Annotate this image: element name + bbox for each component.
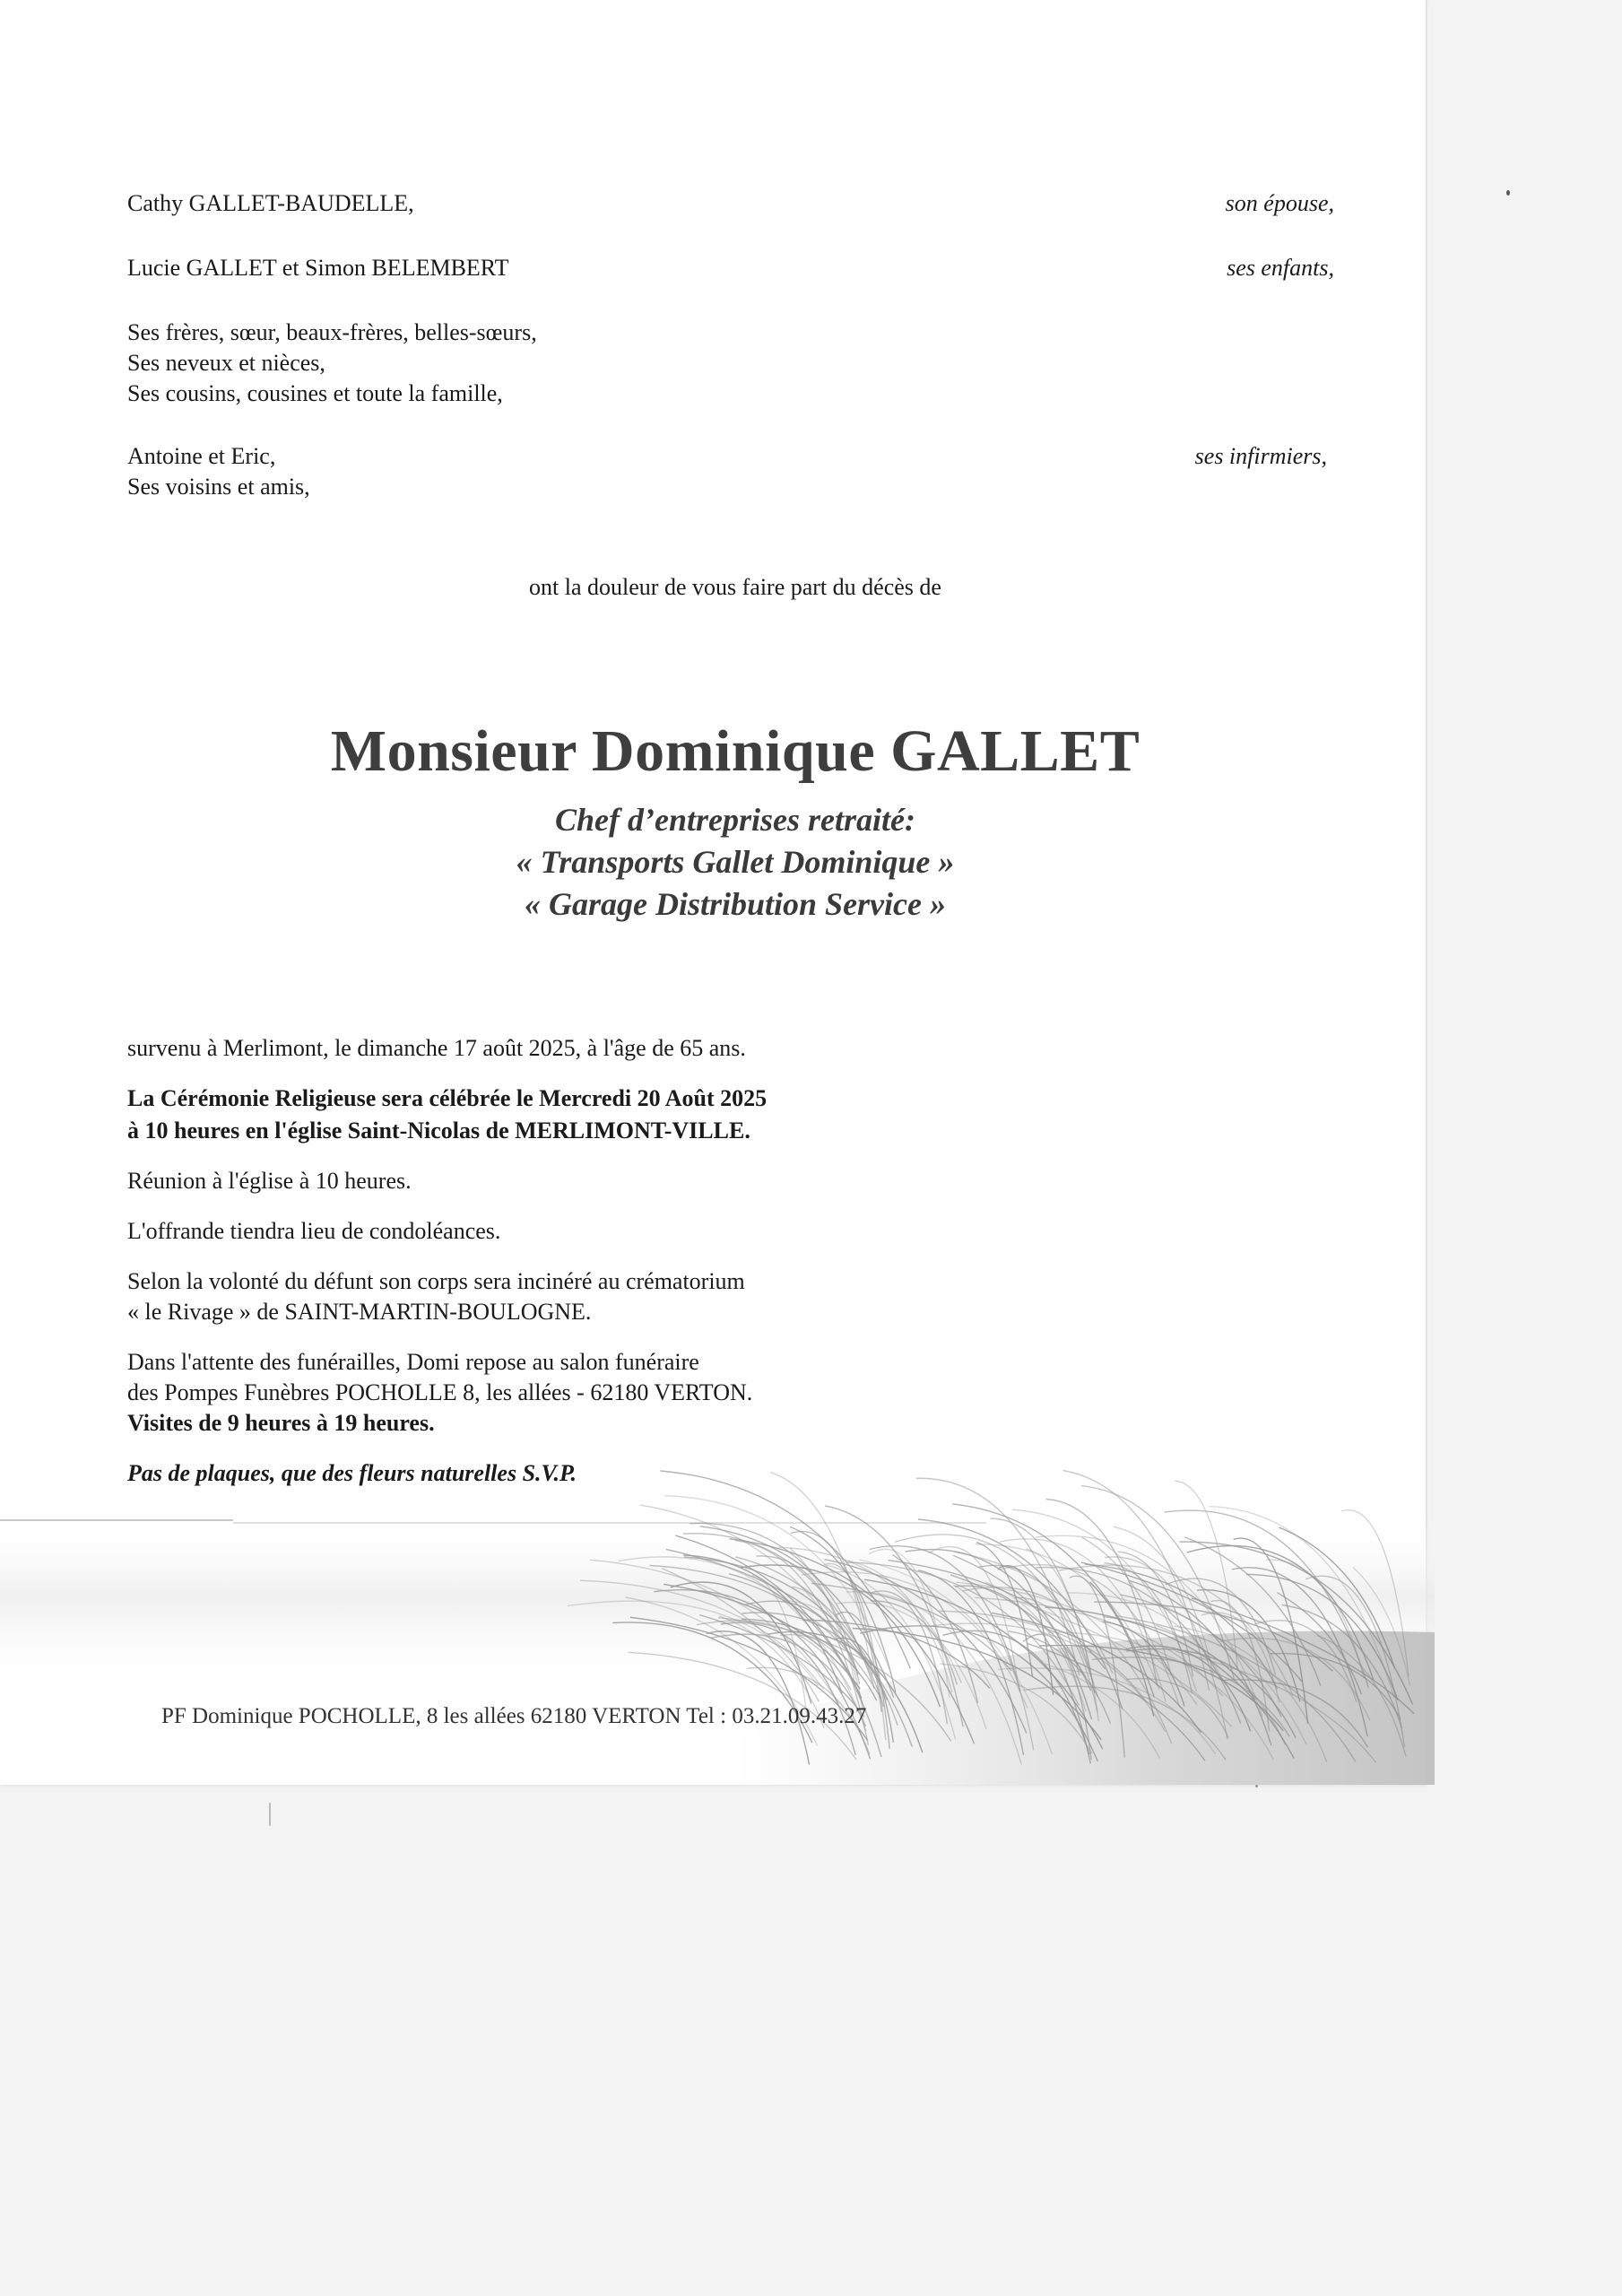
nurses-names: Antoine et Eric, <box>127 443 276 469</box>
spouse-role: son épouse, <box>1225 190 1334 216</box>
children-role: ses enfants, <box>1227 255 1334 281</box>
cousins-line: Ses cousins, cousines et toute la famille, <box>127 380 503 406</box>
deceased-occupation: Chef d’entreprises retraité: <box>555 802 915 838</box>
deceased-name: Monsieur Dominique GALLET <box>330 718 1141 784</box>
neighbors-line: Ses voisins et amis, <box>127 474 310 500</box>
flowers-line: Pas de plaques, que des fleurs naturelles S.V.P. <box>127 1460 577 1486</box>
cremation-line-2: « le Rivage » de SAINT-MARTIN-BOULOGNE. <box>127 1299 592 1325</box>
scan-speck <box>1255 1785 1258 1787</box>
meeting-line: Réunion à l'église à 10 heures. <box>127 1168 412 1194</box>
siblings-line: Ses frères, sœur, beaux-frères, belles-sœurs, <box>127 319 537 345</box>
scan-speck <box>1506 190 1510 196</box>
cremation-line-1: Selon la volonté du défunt son corps sera incinéré au crématorium <box>127 1268 745 1294</box>
death-line: survenu à Merlimont, le dimanche 17 août 2025, à l'âge de 65 ans. <box>127 1035 746 1061</box>
scan-mark <box>269 1803 271 1826</box>
nephews-line: Ses neveux et nièces, <box>127 350 325 376</box>
company-1: « Transports Gallet Dominique » <box>516 844 955 880</box>
rest-line-2: des Pompes Funèbres POCHOLLE 8, les allées - 62180 VERTON. <box>127 1379 753 1405</box>
funeral-home-footer: PF Dominique POCHOLLE, 8 les allées 62180 VERTON Tel : 03.21.09.43.27 <box>161 1704 867 1728</box>
visits-line: Visites de 9 heures à 19 heures. <box>127 1410 435 1436</box>
nurses-role: ses infirmiers, <box>1194 443 1327 469</box>
announcement-text: ont la douleur de vous faire part du décès de <box>529 574 941 600</box>
children-names: Lucie GALLET et Simon BELEMBERT <box>127 255 509 281</box>
offering-line: L'offrande tiendra lieu de condoléances. <box>127 1218 501 1244</box>
ceremony-line-2: à 10 heures en l'église Saint-Nicolas de MERLIMONT-VILLE. <box>127 1118 750 1144</box>
ceremony-line-1: La Cérémonie Religieuse sera célébrée le Mercredi 20 Août 2025 <box>127 1085 768 1111</box>
company-2: « Garage Distribution Service » <box>524 886 946 922</box>
spouse-name: Cathy GALLET-BAUDELLE, <box>127 190 414 216</box>
rest-line-1: Dans l'attente des funérailles, Domi repose au salon funéraire <box>127 1349 699 1375</box>
